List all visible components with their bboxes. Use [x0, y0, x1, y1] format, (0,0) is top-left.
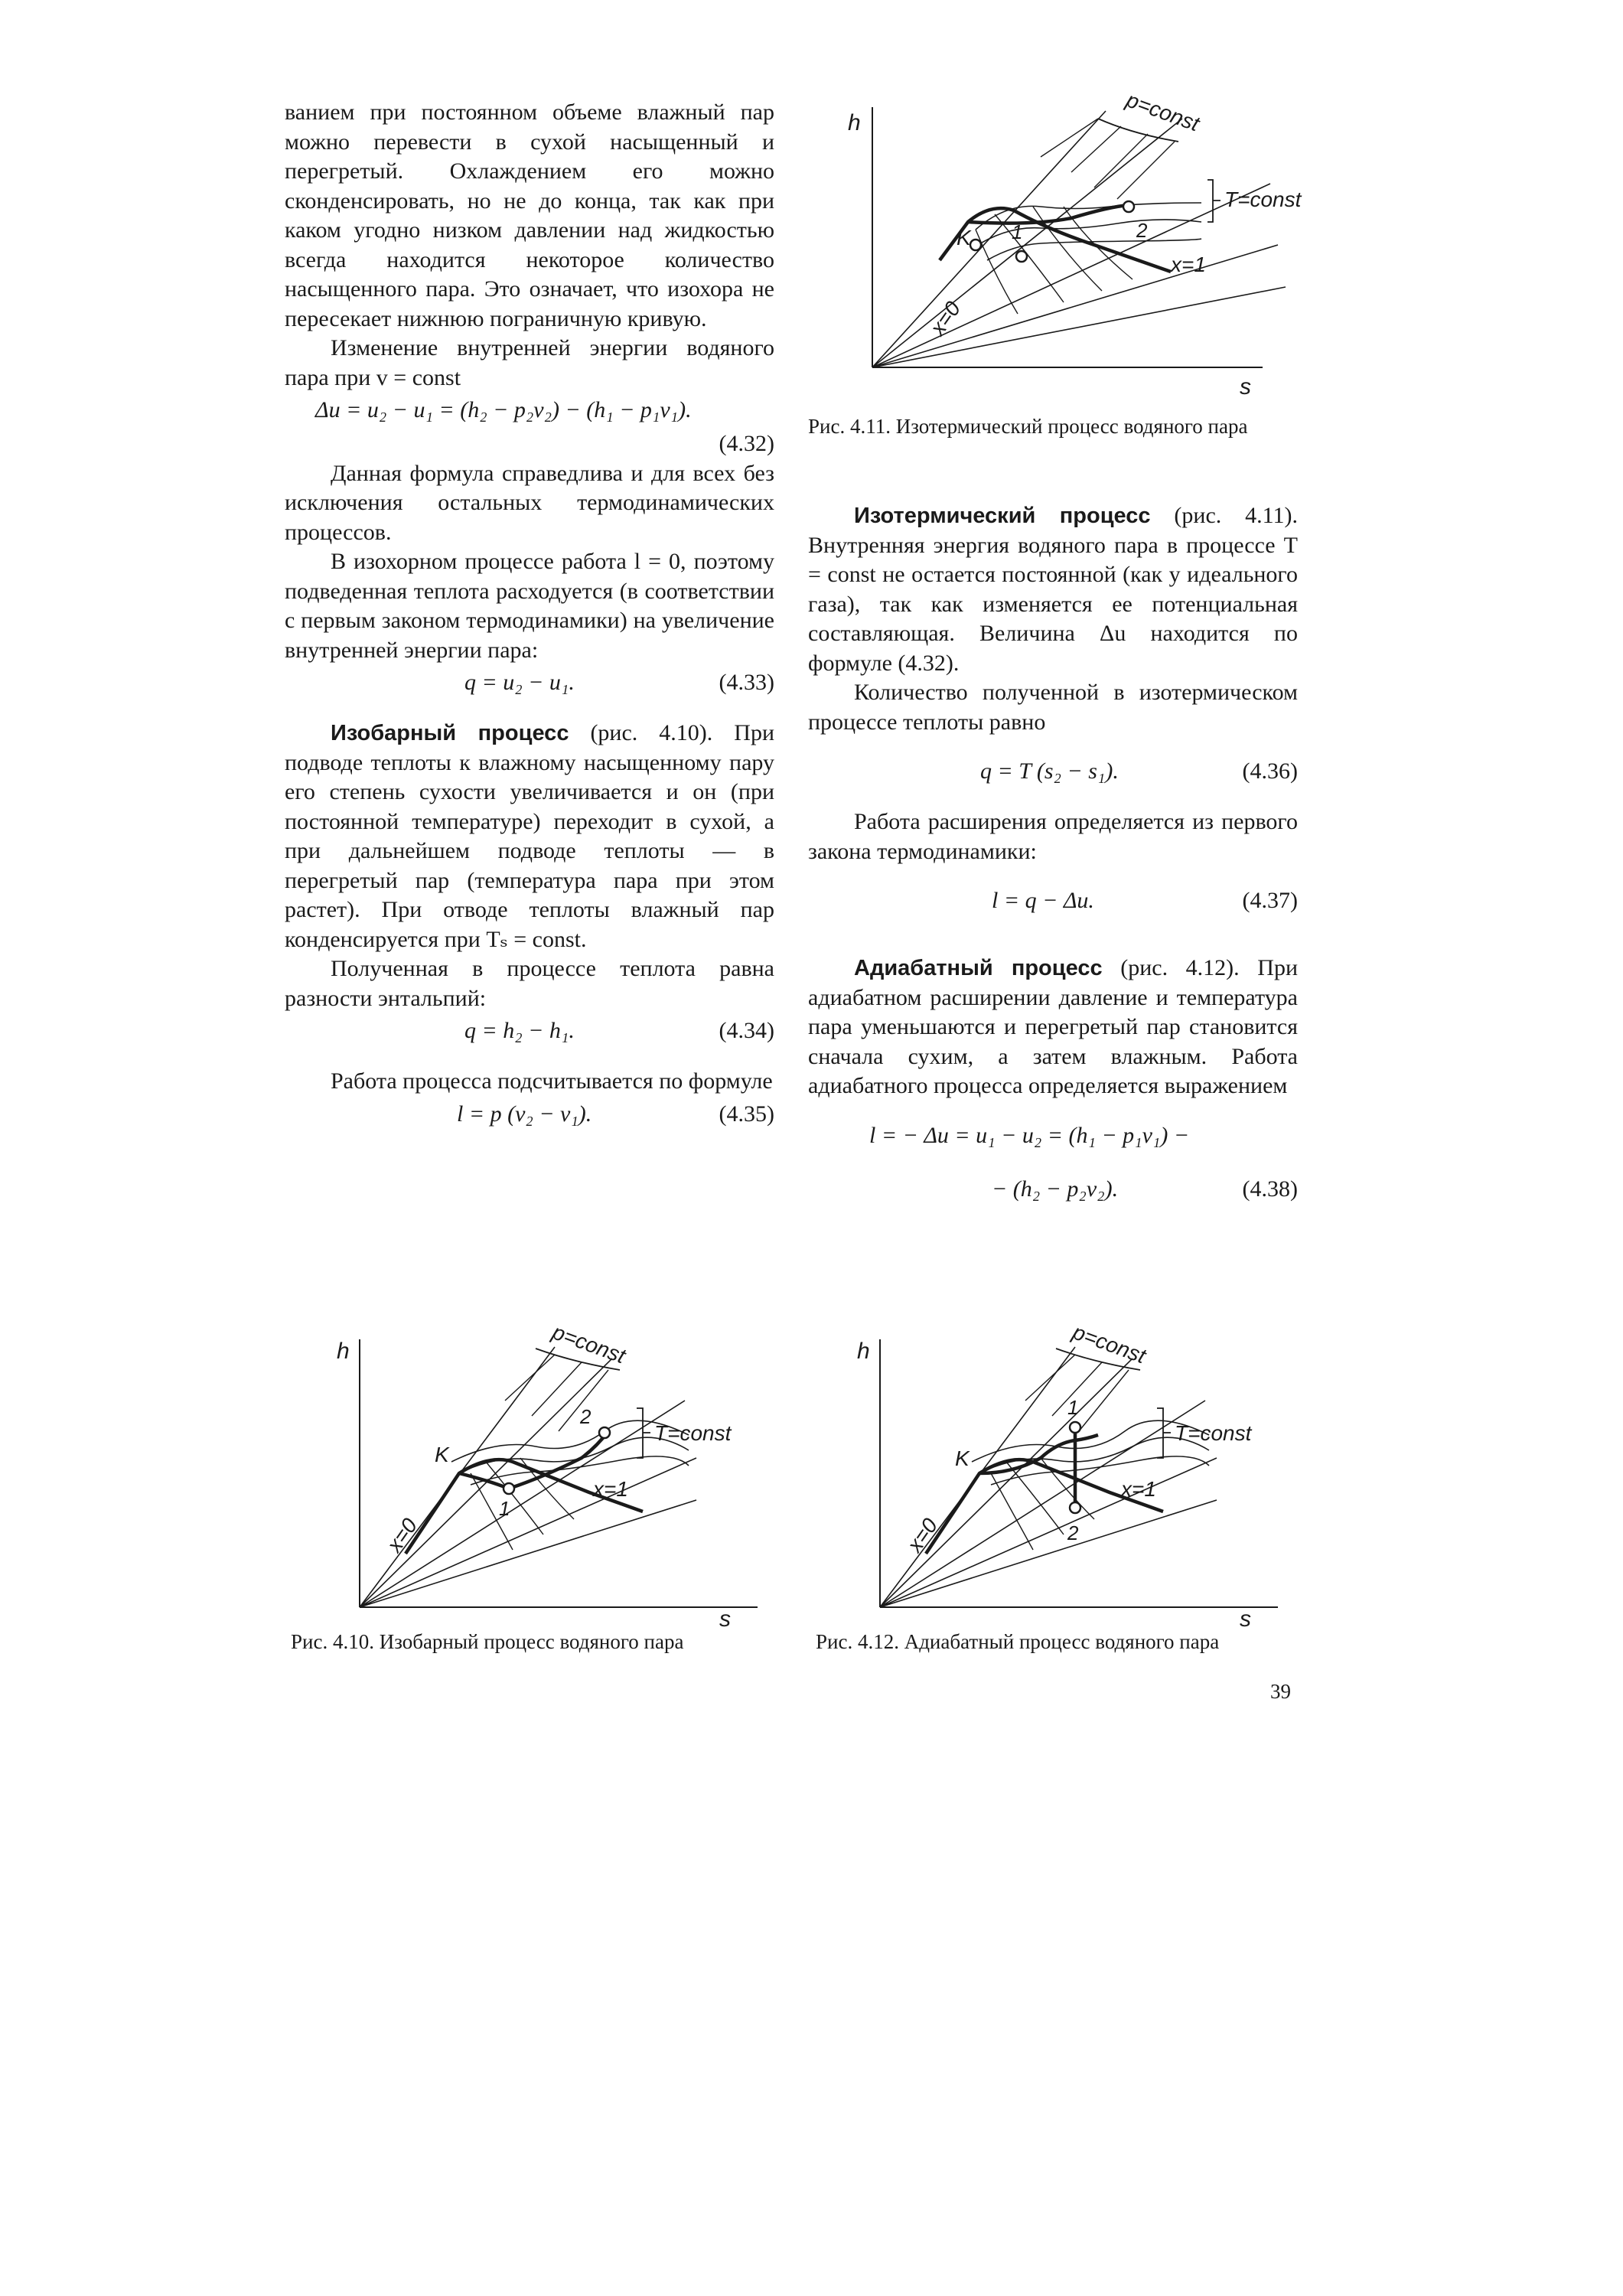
paragraph: Полученная в процессе теплота равна разности энтальпий: — [285, 956, 774, 1011]
h-axis-label: h — [857, 1339, 870, 1364]
equation-4-36 — [808, 754, 1298, 791]
equation-number: (4.32) — [719, 431, 774, 456]
equation-4-38-line1 — [808, 1118, 1298, 1155]
paragraph — [808, 954, 1298, 1101]
figure-4-11 — [842, 87, 1302, 402]
point-2-label: 2 — [1067, 1521, 1079, 1544]
equation-text: l = q − Δu. — [992, 888, 1094, 913]
paragraph-text: (рис. 4.11). Внутренняя энергия водяного пара в процессе T = const не остается постоянной (как у идеального газа), так как изменяется ее потенциальная составляющая. Величина Δu находится по формуле (4.32). — [808, 503, 1298, 676]
equation-text: q = T (s₂ − s₁). — [980, 758, 1119, 784]
equation-text: l = p (v₂ − v₁). — [457, 1101, 592, 1127]
hs-diagram-adiabatic — [857, 1319, 1286, 1632]
equation-text: l = − Δu = u₁ − u₂ = (h₁ − p₁v₁) − — [869, 1122, 1190, 1148]
equation-text: q = h₂ − h₁. — [464, 1018, 575, 1043]
section-heading-isotherm: Изотермический процесс — [854, 504, 1151, 528]
caption-fig-4-10: Рис. 4.10. Изобарный процесс водяного пара — [291, 1630, 684, 1653]
paragraph: ванием при постоянном объеме влажный пар можно перевести в сухой насыщенный и перегретый. Охлаждением его можно сконденсировать, но не до конца, так как при каком угодно низком давлении над жидкостью всегда находится некоторое количество насыщенного пара. Это означает, что изохора не пересекает нижнюю пограничную кривую. — [285, 99, 774, 331]
equation-number: (4.35) — [719, 1101, 774, 1127]
figure-4-10 — [337, 1319, 765, 1634]
x0-label: x=0 — [902, 1514, 943, 1557]
equation-number: (4.34) — [719, 1018, 774, 1043]
paragraph: Работа процесса подсчитывается по формуле — [331, 1068, 773, 1094]
section-heading-isobar: Изобарный процесс — [331, 721, 569, 745]
caption-fig-4-12: Рис. 4.12. Адиабатный процесс водяного пара — [816, 1630, 1220, 1653]
point-k-label: K — [955, 1446, 970, 1470]
h-axis-label: h — [337, 1339, 350, 1364]
equation-text: − (h₂ − p₂v₂). — [992, 1176, 1119, 1202]
equation-text: Δu = u₂ − u₁ = (h₂ − p₂v₂) − (h₁ − p₁v₁). — [315, 397, 692, 422]
equation-4-33 — [285, 665, 774, 702]
t-const-label: T=const — [1224, 188, 1302, 211]
s-axis-label: s — [1240, 374, 1251, 400]
caption-fig-4-11: Рис. 4.11. Изотермический процесс водяного пара — [808, 415, 1248, 438]
paragraph: Данная формула справедлива и для всех без исключения остальных термодинамических процессов. — [285, 460, 774, 545]
t-const-label: T=const — [1175, 1421, 1252, 1445]
left-column — [285, 98, 774, 1133]
s-axis-label: s — [719, 1606, 731, 1632]
equation-number: (4.37) — [1242, 888, 1298, 913]
equation-4-38-line2 — [808, 1172, 1298, 1208]
point-2-label: 2 — [580, 1405, 592, 1428]
paragraph — [808, 501, 1298, 678]
equation-number: (4.38) — [1242, 1176, 1298, 1202]
equation-4-34 — [285, 1013, 774, 1050]
paragraph: Работа расширения определяется из первого закона термодинамики: — [808, 809, 1298, 864]
paragraph-text: (рис. 4.10). При подводе теплоты к влажному насыщенному пару его степень сухости увеличивается и он (при постоянной температуре) переходит в сухой, а при дальнейшем подводе теплоты — в перегретый пар (температура пара при этом растет). При отводе теплоты влажный пар конденсируется при Tₛ = const. — [285, 720, 774, 952]
equation-number: (4.33) — [719, 670, 774, 695]
point-1-label: 1 — [1012, 220, 1023, 243]
h-axis-label: h — [848, 110, 861, 135]
equation-4-32 — [285, 393, 774, 429]
p-const-label: p=const — [1069, 1319, 1149, 1368]
equation-number: (4.36) — [1242, 758, 1298, 784]
x0-label: x=0 — [925, 297, 966, 340]
figure-4-12 — [857, 1319, 1286, 1634]
hs-diagram-isothermal — [842, 87, 1302, 400]
p-const-label: p=const — [1123, 87, 1203, 136]
page-number: 39 — [1270, 1680, 1291, 1703]
paragraph: В изохорном процессе работа l = 0, поэтому подведенная теплота расходуется (в соответствии с первым законом термодинамики) на увеличение внутренней энергии пара: — [285, 549, 774, 663]
paragraph — [285, 719, 774, 954]
x1-label: x=1 — [1121, 1477, 1156, 1501]
x1-label: x=1 — [1171, 253, 1206, 276]
point-k-label: K — [957, 226, 971, 249]
point-1-label: 1 — [499, 1497, 510, 1520]
point-2-label: 2 — [1136, 219, 1148, 242]
x0-label: x=0 — [382, 1514, 422, 1557]
equation-text: q = u₂ − u₁. — [464, 670, 575, 695]
x1-label: x=1 — [593, 1477, 628, 1501]
s-axis-label: s — [1240, 1606, 1251, 1632]
point-1-label: 1 — [1067, 1396, 1079, 1419]
equation-4-37 — [808, 883, 1298, 920]
paragraph: Количество полученной в изотермическом процессе теплоты равно — [808, 680, 1298, 735]
section-heading-adiabat: Адиабатный процесс — [854, 956, 1103, 980]
paragraph-text: (рис. 4.12). При адиабатном расширении давление и температура пара уменьшаются и перегретый пар становится сначала сухим, а затем влажным. Работа адиабатного процесса определяется выражением — [808, 955, 1298, 1098]
right-column — [808, 501, 1298, 1208]
point-k-label: K — [435, 1443, 449, 1466]
t-const-label: T=const — [654, 1421, 732, 1445]
paragraph: Изменение внутренней энергии водяного пара при v = const — [285, 335, 774, 390]
equation-4-35 — [285, 1097, 774, 1133]
hs-diagram-isobaric — [337, 1319, 765, 1632]
p-const-label: p=const — [549, 1319, 629, 1368]
